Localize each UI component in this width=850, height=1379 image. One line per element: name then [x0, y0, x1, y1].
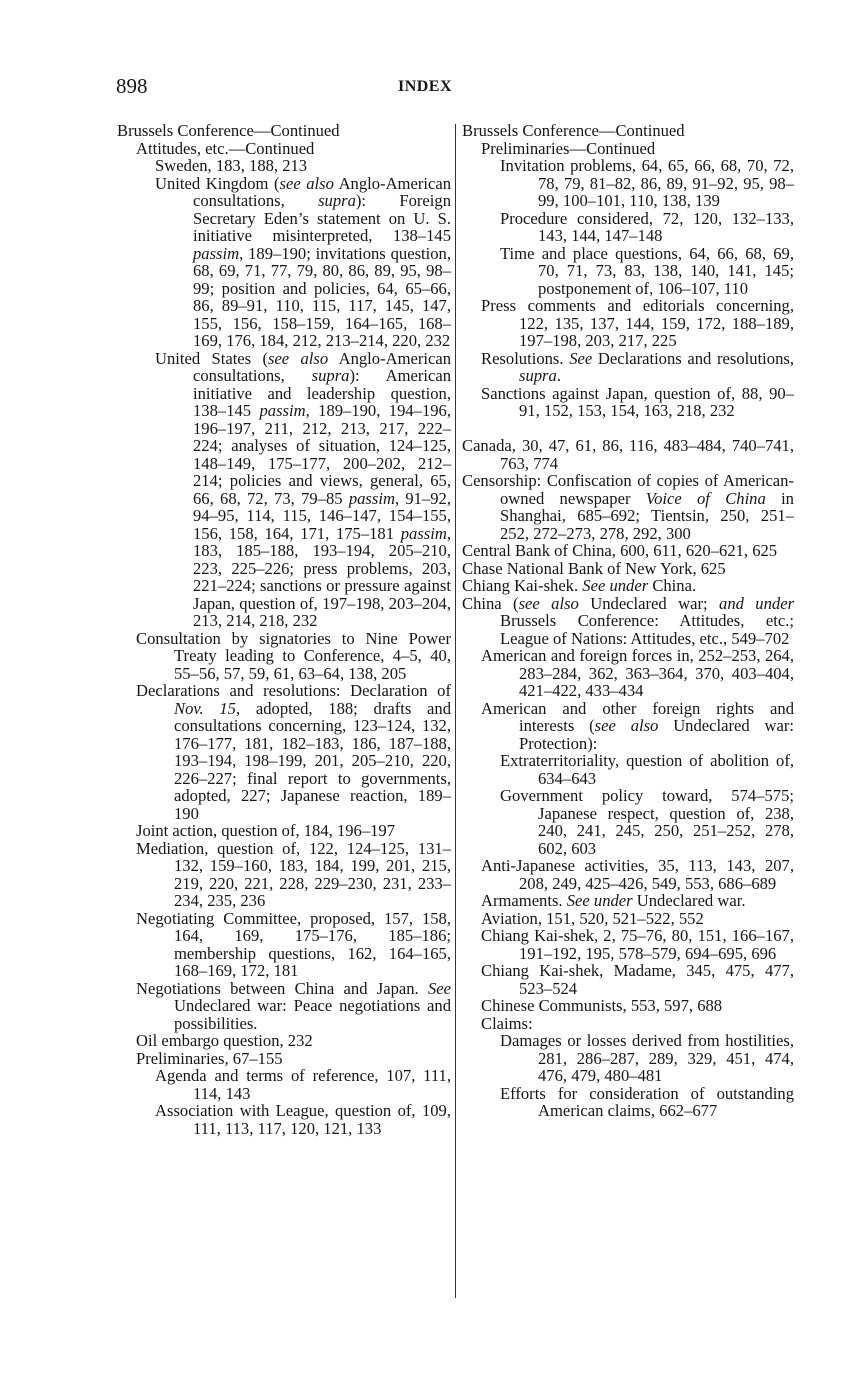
index-entry: Sanctions against Japan, question of, 88, 90–91, 152, 153, 154, 163, 218, 232: [481, 383, 794, 420]
index-entry: China (see also Undeclared war; and under Brussels Conference: Attitudes, etc.; League of Nations: Attitudes, etc., 549–702: [462, 593, 795, 648]
column-divider: [455, 124, 456, 1298]
index-entry: Time and place questions, 64, 66, 68, 69, 70, 71, 73, 83, 138, 140, 141, 145; postponement of, 106–107, 110: [500, 243, 794, 298]
index-column-right: [462, 122, 794, 1120]
index-entry: Consultation by signatories to Nine Power Treaty leading to Conference, 4–5, 40, 55–56, 57, 59, 61, 63–64, 138, 205: [136, 628, 451, 683]
index-entry: Chiang Kai-shek, Madame, 345, 475, 477, 523–524: [481, 961, 794, 998]
index-entry: United States (see also Anglo-American consultations, supra): American initiative and leadership question, 138–145 passim, 189–190, 194–196, 196–197, 211, 212, 213, 217, 222–224; analyses of situation, 124–125, 148–149, 175–177, 200–202, 212–214; policies and views, general, 65, 66, 68, 72, 73, 79–85 passim, 91–92, 94–95, 114, 115, 146–147, 154–155, 156, 158, 164, 171, 175–181 passim, 183, 185–188, 193–194, 205–210, 223, 225–226; press problems, 203, 221–224; sanctions or pressure against Japan, question of, 197–198, 203–204, 213, 214, 218, 232: [155, 348, 452, 630]
index-entry: Preliminaries, 67–155: [136, 1048, 283, 1068]
index-entry: United Kingdom (see also Anglo-American consultations, supra): Foreign Secretary Eden’s statement on U. S. initiative misinterpreted, 138–145 passim, 189–190; invitations question, 68, 69, 71, 77, 79, 80, 86, 89, 95, 98–99; position and policies, 64, 65–66, 86, 89–91, 110, 115, 117, 145, 147, 155, 156, 158–159, 164–165, 168–169, 176, 184, 212, 213–214, 220, 232: [155, 173, 451, 350]
index-entry: Damages or losses derived from hostilities, 281, 286–287, 289, 329, 451, 474, 476, 479, 480–481: [500, 1031, 794, 1085]
index-entry: Canada, 30, 47, 61, 86, 116, 483–484, 740–741, 763, 774: [462, 436, 794, 473]
index-entry: Chinese Communists, 553, 597, 688: [481, 996, 723, 1015]
index-column-left: [117, 122, 451, 1137]
index-entry: Brussels Conference—Continued: [462, 121, 685, 140]
index-entry: Agenda and terms of reference, 107, 111, 114, 143: [155, 1066, 451, 1103]
entry-spacer: [462, 420, 794, 438]
index-entry: Chiang Kai-shek. See under China.: [462, 576, 697, 595]
index-entry: Claims:: [481, 1013, 533, 1033]
index-entry: Chase National Bank of New York, 625: [462, 558, 726, 578]
index-entry: Resolutions. See Declarations and resolutions, supra.: [481, 348, 794, 385]
index-entry: Press comments and editorials concerning, 122, 135, 137, 144, 159, 172, 188–189, 197–198, 203, 217, 225: [481, 296, 794, 350]
index-entry: Oil embargo question, 232: [136, 1031, 313, 1050]
index-entry: Aviation, 151, 520, 521–522, 552: [481, 908, 704, 928]
index-entry: Preliminaries—Continued: [481, 138, 656, 158]
index-entry: Joint action, question of, 184, 196–197: [136, 821, 396, 840]
page-title: INDEX: [397, 78, 453, 95]
index-entry: Brussels Conference—Continued: [117, 121, 340, 140]
index-entry: Censorship: Confiscation of copies of American-owned newspaper Voice of China in Shanghai, 685–692; Tientsin, 250, 251–252, 272–273, 278, 292, 300: [462, 471, 794, 543]
index-entry: Procedure considered, 72, 120, 132–133, 143, 144, 147–148: [500, 208, 794, 245]
index-entry: Negotiations between China and Japan. See Undeclared war: Peace negotiations and possibilities.: [136, 978, 451, 1033]
index-entry: Extraterritoriality, question of abolition of, 634–643: [500, 751, 794, 788]
index-entry: American and foreign forces in, 252–253, 264, 283–284, 362, 363–364, 370, 403–404, 421–422, 433–434: [481, 646, 794, 700]
index-entry: Chiang Kai-shek, 2, 75–76, 80, 151, 166–167, 191–192, 195, 578–579, 694–695, 696: [481, 926, 794, 963]
index-entry: Anti-Japanese activities, 35, 113, 143, 207, 208, 249, 425–426, 549, 553, 686–689: [481, 856, 794, 893]
index-entry: Mediation, question of, 122, 124–125, 131–132, 159–160, 183, 184, 199, 201, 215, 219, 220, 221, 228, 229–230, 231, 233–234, 235, 236: [136, 838, 451, 910]
index-entry: Association with League, question of, 109, 111, 113, 117, 120, 121, 133: [155, 1101, 451, 1138]
index-entry: Attitudes, etc.—Continued: [136, 138, 315, 158]
index-entry: Central Bank of China, 600, 611, 620–621, 625: [462, 541, 778, 560]
index-entry: Sweden, 183, 188, 213: [155, 156, 308, 175]
index-entry: Invitation problems, 64, 65, 66, 68, 70, 72, 78, 79, 81–82, 86, 89, 91–92, 95, 98–99, 100–101, 110, 138, 139: [500, 156, 794, 210]
index-entry: Declarations and resolutions: Declaration of Nov. 15, adopted, 188; drafts and consultations concerning, 123–124, 132, 176–177, 181, 182–183, 186, 187–188, 193–194, 198–199, 201, 205–210, 220, 226–227; final report to governments, adopted, 227; Japanese reaction, 189–190: [136, 681, 451, 823]
index-entry: Negotiating Committee, proposed, 157, 158, 164, 169, 175–176, 185–186; membership questions, 162, 164–165, 168–169, 172, 181: [136, 908, 451, 980]
page-number: 898: [116, 74, 148, 98]
index-entry: Armaments. See under Undeclared war.: [481, 891, 746, 910]
index-entry: American and other foreign rights and interests (see also Undeclared war: Protection):: [481, 698, 794, 753]
index-entry: Efforts for consideration of outstanding American claims, 662–677: [500, 1083, 794, 1120]
index-entry: Government policy toward, 574–575; Japanese respect, question of, 238, 240, 241, 245, 250, 251–252, 278, 602, 603: [500, 786, 794, 858]
